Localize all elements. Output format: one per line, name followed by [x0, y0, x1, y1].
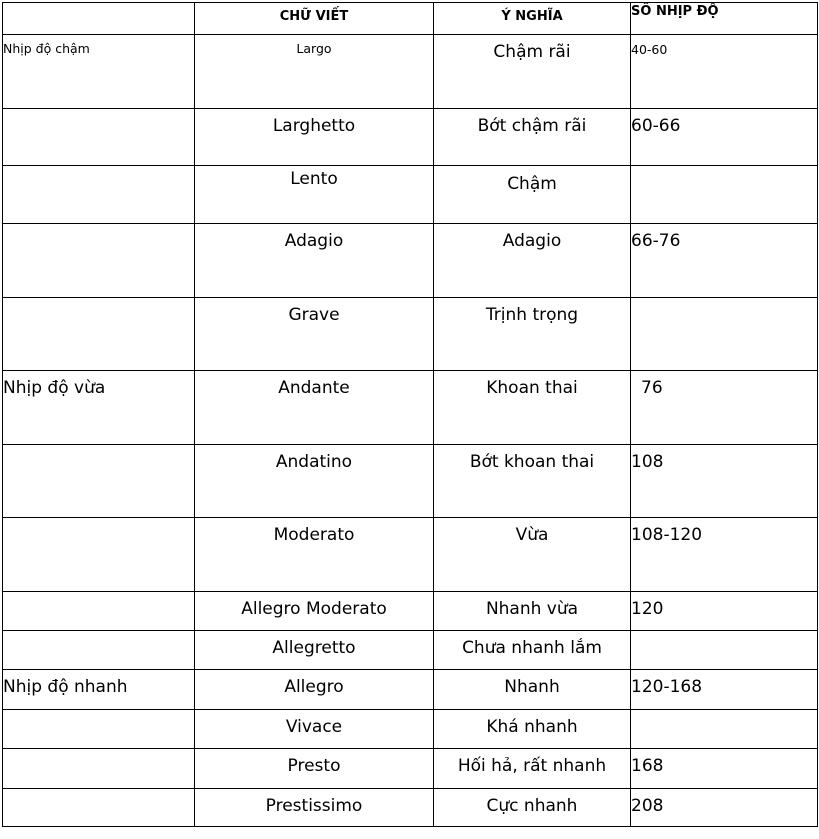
meaning-cell: Cực nhanh: [434, 789, 631, 827]
bpm-cell: 60-66: [631, 109, 818, 166]
header-cell-category: [3, 3, 195, 35]
bpm-cell: 40-60: [631, 35, 818, 109]
category-cell: [3, 109, 195, 166]
meaning-cell: Hối hả, rất nhanh: [434, 749, 631, 789]
category-cell: [3, 789, 195, 827]
table-row: [3, 789, 818, 827]
category-cell: Nhịp độ chậm: [3, 35, 195, 109]
table-row: [3, 518, 818, 592]
term-cell: Largo: [195, 35, 434, 109]
term-cell: Presto: [195, 749, 434, 789]
category-cell: [3, 592, 195, 631]
term-cell: Adagio: [195, 224, 434, 298]
table-row: [3, 749, 818, 789]
meaning-cell: Nhanh vừa: [434, 592, 631, 631]
category-cell: [3, 166, 195, 224]
meaning-cell: Vừa: [434, 518, 631, 592]
meaning-cell: Khá nhanh: [434, 710, 631, 749]
category-cell: Nhịp độ vừa: [3, 371, 195, 445]
meaning-cell: Chậm: [434, 166, 631, 224]
table-row: [3, 35, 818, 109]
meaning-cell: Bớt chậm rãi: [434, 109, 631, 166]
bpm-cell: 108: [631, 445, 818, 518]
meaning-cell: Nhanh: [434, 670, 631, 710]
term-cell: Allegretto: [195, 631, 434, 670]
bpm-cell: [631, 631, 818, 670]
bpm-cell: 168: [631, 749, 818, 789]
term-cell: Allegro Moderato: [195, 592, 434, 631]
term-cell: Allegro: [195, 670, 434, 710]
category-cell: Nhịp độ nhanh: [3, 670, 195, 710]
table-row: [3, 371, 818, 445]
meaning-cell: Khoan thai: [434, 371, 631, 445]
term-cell: Grave: [195, 298, 434, 371]
category-cell: [3, 710, 195, 749]
header-cell-term: CHỮ VIẾT: [195, 3, 434, 35]
term-cell: Prestissimo: [195, 789, 434, 827]
table-row: [3, 109, 818, 166]
category-cell: [3, 518, 195, 592]
table-row: [3, 298, 818, 371]
bpm-cell: 108-120: [631, 518, 818, 592]
bpm-cell: [631, 710, 818, 749]
category-cell: [3, 298, 195, 371]
category-cell: [3, 749, 195, 789]
category-cell: [3, 224, 195, 298]
category-cell: [3, 631, 195, 670]
term-cell: Andatino: [195, 445, 434, 518]
meaning-cell: Chậm rãi: [434, 35, 631, 109]
term-cell: Andante: [195, 371, 434, 445]
meaning-cell: Chưa nhanh lắm: [434, 631, 631, 670]
term-cell: Larghetto: [195, 109, 434, 166]
table-row: [3, 592, 818, 631]
term-cell: Moderato: [195, 518, 434, 592]
bpm-cell: 120: [631, 592, 818, 631]
term-cell: Lento: [195, 166, 434, 224]
bpm-cell: 208: [631, 789, 818, 827]
table-row: [3, 224, 818, 298]
tempo-table: [2, 2, 818, 827]
meaning-cell: Adagio: [434, 224, 631, 298]
table-row: [3, 445, 818, 518]
meaning-cell: Bớt khoan thai: [434, 445, 631, 518]
header-cell-bpm: SỐ NHỊP ĐỘ: [631, 3, 818, 35]
meaning-cell: Trịnh trọng: [434, 298, 631, 371]
bpm-cell: 66-76: [631, 224, 818, 298]
term-cell: Vivace: [195, 710, 434, 749]
table-row: [3, 631, 818, 670]
header-row: [3, 3, 818, 35]
bpm-cell: [631, 166, 818, 224]
bpm-cell: [631, 298, 818, 371]
bpm-cell: 76: [631, 371, 818, 445]
table-row: [3, 166, 818, 224]
header-cell-meaning: Ý NGHĨA: [434, 3, 631, 35]
table-row: [3, 710, 818, 749]
bpm-cell: 120-168: [631, 670, 818, 710]
category-cell: [3, 445, 195, 518]
table-row: [3, 670, 818, 710]
